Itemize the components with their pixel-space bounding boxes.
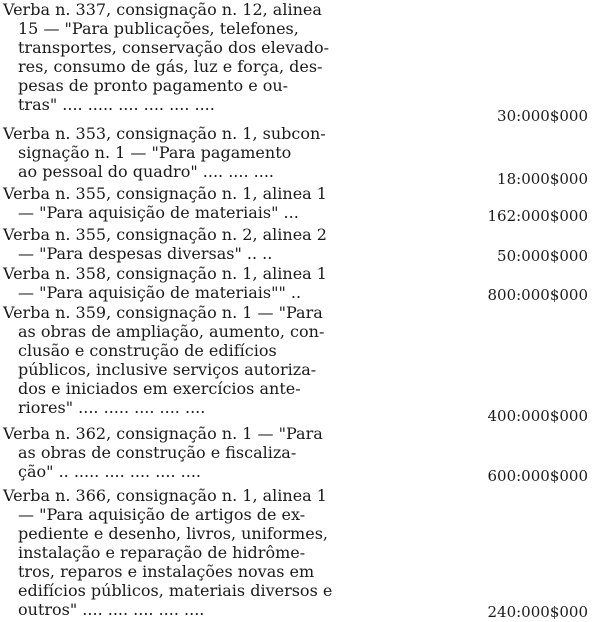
text-line: outros" .... .... .... .... ....: [18, 600, 205, 619]
amount-value: 240:000$000: [487, 603, 588, 621]
text-line: transportes, conservação dos elevado-: [18, 38, 330, 57]
text-line: clusão e construção de edifícios: [18, 341, 277, 360]
amount-value: 162:000$000: [487, 207, 588, 225]
amount-value: 50:000$000: [497, 247, 588, 265]
text-line: as obras de ampliação, aumento, con-: [18, 322, 325, 341]
text-line: edifícios públicos, materiais diversos e: [18, 581, 333, 600]
text-line: riores" .... ..... .... .... ....: [18, 398, 206, 417]
text-line: Verba n. 359, consignação n. 1 — "Para: [3, 303, 323, 322]
text-line: ao pessoal do quadro" .... .... ....: [18, 162, 274, 181]
amount-value: 18:000$000: [497, 170, 588, 188]
text-line: — "Para despesas diversas" .. ..: [18, 244, 273, 263]
text-line: — "Para aquisição de materiais"" ..: [18, 283, 302, 302]
text-line: — "Para aquisição de artigos de ex-: [18, 505, 306, 524]
text-line: pediente e desenho, livros, uniformes,: [18, 524, 328, 543]
text-line: Verba n. 362, consignação n. 1 — "Para: [3, 424, 323, 443]
text-line: Verba n. 353, consignação n. 1, subcon-: [3, 124, 326, 143]
text-line: dos e iniciados em exercícios ante-: [18, 379, 301, 398]
text-line: res, consumo de gás, luz e força, des-: [18, 57, 323, 76]
text-line: signação n. 1 — "Para pagamento: [18, 143, 292, 162]
amount-value: 600:000$000: [487, 467, 588, 485]
text-line: — "Para aquisição de materiais" ...: [18, 203, 299, 222]
text-line: públicos, inclusive serviços autoriza-: [18, 360, 317, 379]
text-line: tras" .... ..... .... .... .... ....: [18, 95, 215, 114]
text-line: Verba n. 366, consignação n. 1, alinea 1: [3, 486, 327, 505]
text-line: as obras de construção e fiscaliza-: [18, 443, 297, 462]
text-line: Verba n. 358, consignação n. 1, alinea 1: [3, 264, 327, 283]
text-line: Verba n. 355, consignação n. 2, alinea 2: [3, 225, 327, 244]
text-line: instalação e reparação de hidrôme-: [18, 543, 306, 562]
amount-value: 400:000$000: [487, 407, 588, 425]
text-line: tros, reparos e instalações novas em: [18, 562, 315, 581]
amount-value: 30:000$000: [497, 107, 588, 125]
text-line: Verba n. 355, consignação n. 1, alinea 1: [3, 184, 327, 203]
text-line: 15 — "Para publicações, telefones,: [18, 19, 299, 38]
text-line: pesas de pronto pagamento e ou-: [18, 76, 289, 95]
text-line: ção" .. ..... .... .... .... ....: [18, 462, 201, 481]
amount-value: 800:000$000: [487, 286, 588, 304]
text-line: Verba n. 337, consignação n. 12, alinea: [3, 0, 322, 19]
